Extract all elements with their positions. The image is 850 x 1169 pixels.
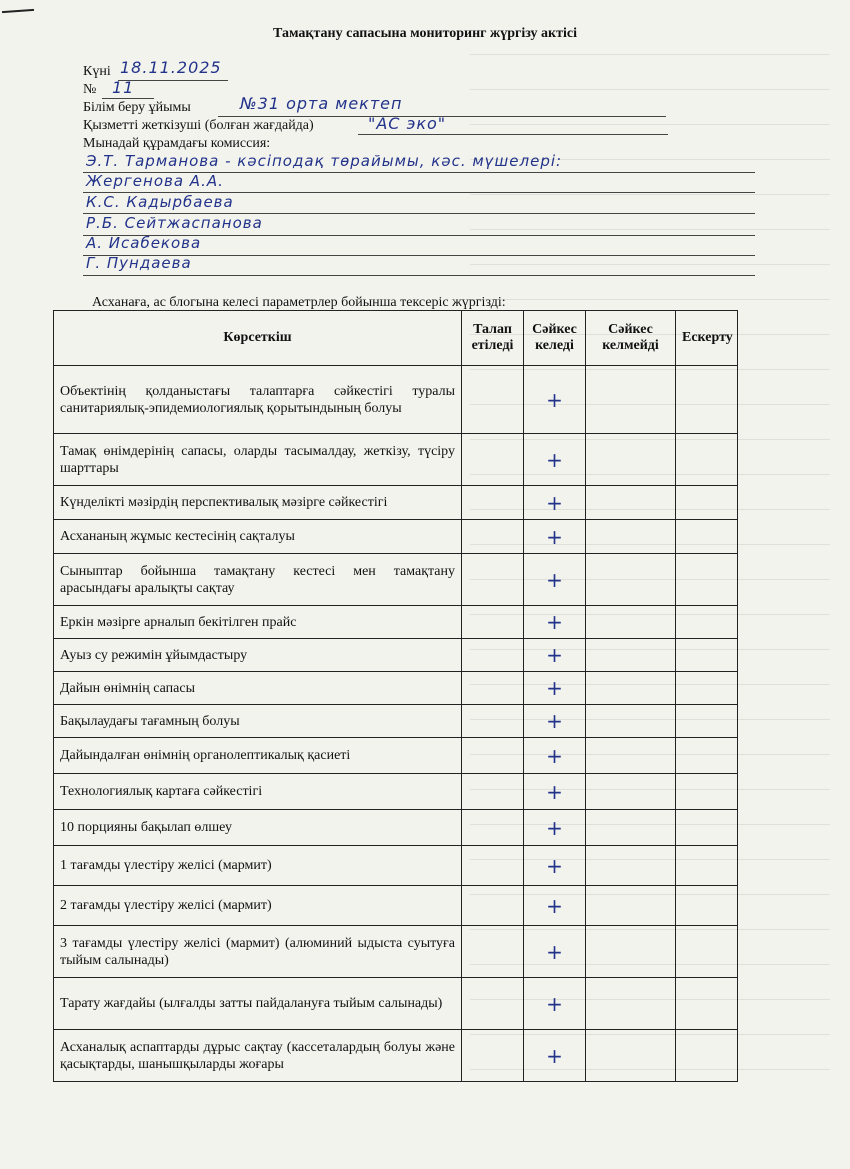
noncompliant-cell: [586, 672, 676, 705]
table-row: [54, 366, 738, 434]
required-cell: [462, 639, 524, 672]
indicator-cell: Еркін мәзірге арналып бекітілген прайс: [54, 606, 462, 639]
note-cell: [676, 366, 738, 434]
commission-label: Мынадай құрамдағы комиссия:: [83, 136, 271, 151]
compliant-mark: +: [524, 520, 586, 554]
table-row: [54, 810, 738, 846]
number-label: №: [83, 82, 97, 97]
noncompliant-cell: [586, 705, 676, 738]
indicator-cell: Дайындалған өнімнің органолептикалық қасиеті: [54, 738, 462, 774]
commission-member: А. Исабекова: [86, 234, 202, 252]
noncompliant-cell: [586, 486, 676, 520]
noncompliant-cell: [586, 810, 676, 846]
indicator-cell: Асханалық аспаптарды дұрыс сақтау (кассеталардың болуы және қасықтарды, шанышқыларды жоғары: [54, 1030, 462, 1082]
indicator-cell: 10 порцияны бақылап өлшеу: [54, 810, 462, 846]
note-cell: [676, 486, 738, 520]
table-row: [54, 926, 738, 978]
org-label: Білім беру ұйымы: [83, 100, 191, 115]
table-row: [54, 738, 738, 774]
indicator-cell: Ауыз су режимін ұйымдастыру: [54, 639, 462, 672]
compliant-mark: +: [524, 554, 586, 606]
noncompliant-cell: [586, 886, 676, 926]
compliant-mark: +: [524, 886, 586, 926]
page-title: Тамақтану сапасына мониторинг жүргізу актісі: [273, 26, 577, 41]
compliant-mark: +: [524, 672, 586, 705]
header-noncompliant: Сәйкес келмейді: [586, 311, 676, 366]
required-cell: [462, 705, 524, 738]
note-cell: [676, 1030, 738, 1082]
required-cell: [462, 554, 524, 606]
noncompliant-cell: [586, 774, 676, 810]
compliant-mark: +: [524, 978, 586, 1030]
note-cell: [676, 672, 738, 705]
note-cell: [676, 639, 738, 672]
indicator-cell: 1 тағамды үлестіру желісі (мармит): [54, 846, 462, 886]
provider-underline: [358, 134, 668, 135]
header-indicator: Көрсеткіш: [54, 311, 462, 366]
table-row: [54, 978, 738, 1030]
noncompliant-cell: [586, 520, 676, 554]
indicator-cell: 2 тағамды үлестіру желісі (мармит): [54, 886, 462, 926]
compliant-mark: +: [524, 366, 586, 434]
noncompliant-cell: [586, 639, 676, 672]
required-cell: [462, 1030, 524, 1082]
commission-member: Жергенова А.А.: [86, 172, 224, 190]
inspection-table: [53, 310, 738, 1082]
note-cell: [676, 978, 738, 1030]
required-cell: [462, 774, 524, 810]
table-row: [54, 554, 738, 606]
commission-member: Э.Т. Тарманова - кәсіподақ төрайымы, кәс. мүшелері:: [86, 152, 563, 170]
compliant-mark: +: [524, 810, 586, 846]
date-underline: [118, 80, 228, 81]
required-cell: [462, 520, 524, 554]
provider-value: "АС эко": [368, 114, 447, 133]
indicator-cell: Күнделікті мәзірдің перспективалық мәзірге сәйкестігі: [54, 486, 462, 520]
commission-line-6: [83, 275, 755, 276]
required-cell: [462, 978, 524, 1030]
date-label: Күні: [83, 64, 111, 79]
compliant-mark: +: [524, 606, 586, 639]
table-row: [54, 520, 738, 554]
noncompliant-cell: [586, 434, 676, 486]
required-cell: [462, 486, 524, 520]
table-row: [54, 846, 738, 886]
intro-text: Асханаға, ас блогына келесі параметрлер бойынша тексеріс жүргізді:: [92, 295, 506, 310]
header-required: Талап етіледі: [462, 311, 524, 366]
note-cell: [676, 434, 738, 486]
note-cell: [676, 846, 738, 886]
compliant-mark: +: [524, 774, 586, 810]
indicator-cell: Сыныптар бойынша тамақтану кестесі мен тамақтану арасындағы аралықты сақтау: [54, 554, 462, 606]
table-row: [54, 434, 738, 486]
compliant-mark: +: [524, 926, 586, 978]
table-row: [54, 486, 738, 520]
required-cell: [462, 926, 524, 978]
note-cell: [676, 554, 738, 606]
number-value: 11: [112, 78, 135, 97]
corner-mark: [2, 9, 34, 13]
noncompliant-cell: [586, 1030, 676, 1082]
compliant-mark: +: [524, 486, 586, 520]
required-cell: [462, 846, 524, 886]
compliant-mark: +: [524, 705, 586, 738]
required-cell: [462, 672, 524, 705]
date-value: 18.11.2025: [120, 58, 222, 77]
noncompliant-cell: [586, 606, 676, 639]
indicator-cell: Бақылаудағы тағамның болуы: [54, 705, 462, 738]
noncompliant-cell: [586, 366, 676, 434]
noncompliant-cell: [586, 554, 676, 606]
number-underline: [102, 98, 154, 99]
indicator-cell: Тарату жағдайы (ылғалды затты пайдалануға тыйым салынады): [54, 978, 462, 1030]
indicator-cell: 3 тағамды үлестіру желісі (мармит) (алюминий ыдыста суытуға тыйым салынады): [54, 926, 462, 978]
required-cell: [462, 366, 524, 434]
compliant-mark: +: [524, 846, 586, 886]
noncompliant-cell: [586, 926, 676, 978]
table-row: [54, 774, 738, 810]
noncompliant-cell: [586, 738, 676, 774]
compliant-mark: +: [524, 639, 586, 672]
required-cell: [462, 434, 524, 486]
note-cell: [676, 926, 738, 978]
table-row: [54, 1030, 738, 1082]
required-cell: [462, 606, 524, 639]
note-cell: [676, 738, 738, 774]
indicator-cell: Асхананың жұмыс кестесінің сақталуы: [54, 520, 462, 554]
table-header-row: [54, 311, 738, 366]
note-cell: [676, 810, 738, 846]
note-cell: [676, 520, 738, 554]
header-compliant: Сәйкес келеді: [524, 311, 586, 366]
required-cell: [462, 738, 524, 774]
table-row: [54, 886, 738, 926]
indicator-cell: Объектінің қолданыстағы талаптарға сәйкестігі туралы санитариялық-эпидемиологиялық қорытындының болуы: [54, 366, 462, 434]
header-note: Ескерту: [676, 311, 738, 366]
note-cell: [676, 774, 738, 810]
provider-label: Қызметті жеткізуші (болған жағдайда): [83, 118, 314, 133]
table-row: [54, 672, 738, 705]
note-cell: [676, 886, 738, 926]
indicator-cell: Тамақ өнімдерінің сапасы, оларды тасымалдау, жеткізу, түсіру шарттары: [54, 434, 462, 486]
table-row: [54, 606, 738, 639]
indicator-cell: Дайын өнімнің сапасы: [54, 672, 462, 705]
org-value: №31 орта мектеп: [240, 94, 403, 113]
note-cell: [676, 705, 738, 738]
indicator-cell: Технологиялық картаға сәйкестігі: [54, 774, 462, 810]
required-cell: [462, 810, 524, 846]
compliant-mark: +: [524, 738, 586, 774]
noncompliant-cell: [586, 846, 676, 886]
note-cell: [676, 606, 738, 639]
commission-member: Г. Пундаева: [86, 254, 192, 272]
table-row: [54, 705, 738, 738]
noncompliant-cell: [586, 978, 676, 1030]
required-cell: [462, 886, 524, 926]
commission-member: К.С. Кадырбаева: [86, 193, 234, 211]
table-row: [54, 639, 738, 672]
commission-member: Р.Б. Сейтжаспанова: [86, 214, 263, 232]
compliant-mark: +: [524, 1030, 586, 1082]
compliant-mark: +: [524, 434, 586, 486]
